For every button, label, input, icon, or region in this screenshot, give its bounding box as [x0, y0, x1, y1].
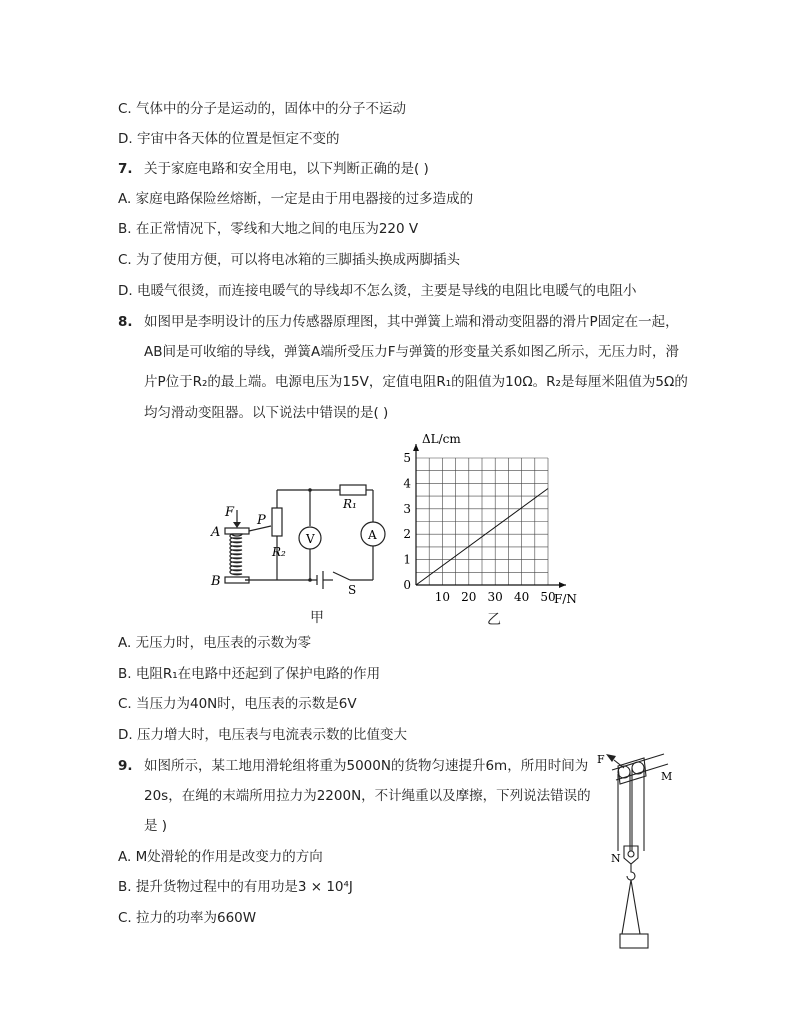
x-axis-label: F/N: [554, 592, 577, 606]
q8-option-b: B. 电阻R₁在电路中还起到了保护电路的作用: [118, 666, 381, 682]
question-text: 如图甲是李明设计的压力传感器原理图，其中弹簧上端和滑动变阻器的滑片P固定在一起，: [144, 314, 679, 330]
q7-option-c: C. 为了使用方便，可以将电冰箱的三脚插头换成两脚插头: [118, 252, 461, 268]
r1-label: R₁: [343, 497, 357, 511]
option-d-prev: D. 宇宙中各天体的位置是恒定不变的: [118, 131, 340, 147]
q7-option-d: D. 电暖气很烫，而连接电暖气的导线却不怎么烫，主要是导线的电阻比电暖气的电阻小: [118, 283, 637, 299]
question-number: 9.: [118, 758, 133, 774]
q7-option-a: A. 家庭电路保险丝熔断，一定是由于用电器接的过多造成的: [118, 191, 474, 207]
y-tick-label: 0: [403, 578, 411, 592]
x-tick-label: 20: [461, 590, 477, 604]
voltmeter-label: V: [306, 532, 315, 546]
y-axis-arrow: [413, 444, 419, 451]
pulley-m-label: M: [661, 770, 673, 783]
question-8-stem-line3: 片P位于R₂的最上端。电源电压为15V，定值电阻R₁的阻值为10Ω。R₂是每厘米阻值为5Ω的: [144, 374, 688, 390]
question-text: 如图所示，某工地用滑轮组将重为5000N的货物匀速提升6m，所用时间为: [144, 758, 589, 774]
pulley-force-label: F: [597, 753, 605, 766]
question-text: 关于家庭电路和安全用电，以下判断正确的是( ): [144, 161, 429, 177]
question-number: 8.: [118, 314, 133, 330]
figure-jia-caption: 甲: [310, 610, 324, 626]
x-tick-label: 40: [513, 590, 530, 604]
question-8-stem-line2: AB间是可收缩的导线，弹簧A端所受压力F与弹簧的形变量关系如图乙所示，无压力时，滑: [144, 344, 679, 360]
slider-label: P: [257, 513, 266, 528]
question-number: 7.: [118, 161, 133, 177]
q9-option-a: A. M处滑轮的作用是改变力的方向: [118, 849, 323, 865]
r2-label: R₂: [272, 545, 286, 559]
question-9-stem-line3: 是 ): [144, 818, 168, 834]
option-c-prev: C. 气体中的分子是运动的，固体中的分子不运动: [118, 101, 407, 117]
pulley-n-label: N: [611, 852, 621, 865]
q9-option-c: C. 拉力的功率为660W: [118, 910, 257, 926]
q8-option-a: A. 无压力时，电压表的示数为零: [118, 635, 312, 651]
force-label: F: [225, 505, 235, 520]
ammeter-label: A: [368, 528, 377, 542]
question-8-stem-line1: [118, 312, 679, 332]
x-tick-label: 30: [487, 590, 503, 604]
switch-label: S: [348, 583, 357, 595]
pulley-diagram: [594, 746, 684, 951]
y-tick-label: 2: [403, 527, 411, 542]
y-tick-label: 3: [403, 501, 411, 516]
q9-option-b: B. 提升货物过程中的有用功是3 × 10⁴J: [118, 879, 353, 895]
figure-yi-caption: 乙: [487, 612, 501, 628]
question-8-stem-line4: 均匀滑动变阻器。以下说法中错误的是( ): [144, 405, 389, 421]
question-9-stem-line1: [118, 756, 588, 776]
q8-option-d: D. 压力增大时，电压表与电流表示数的比值变大: [118, 727, 407, 743]
y-tick-label: 4: [403, 476, 411, 491]
q7-option-b: B. 在正常情况下，零线和大地之间的电压为220 V: [118, 221, 419, 237]
end-b-label: B: [211, 574, 221, 589]
end-a-label: A: [211, 525, 221, 540]
y-axis-label: ΔL/cm: [422, 432, 461, 446]
x-tick-label: 50: [540, 590, 556, 604]
x-axis-arrow: [559, 582, 566, 588]
y-tick-label: 1: [403, 552, 411, 567]
circuit-diagram: [205, 470, 390, 595]
q8-option-c: C. 当压力为40N时，电压表的示数是6V: [118, 696, 357, 712]
x-tick-label: 10: [434, 590, 451, 604]
question-7-stem: [118, 159, 429, 179]
y-tick-label: 5: [403, 451, 411, 465]
question-9-stem-line2: 20s，在绳的末端所用拉力为2200N，不计绳重以及摩擦，下列说法错误的: [144, 788, 591, 804]
deformation-force-chart: [398, 426, 588, 606]
